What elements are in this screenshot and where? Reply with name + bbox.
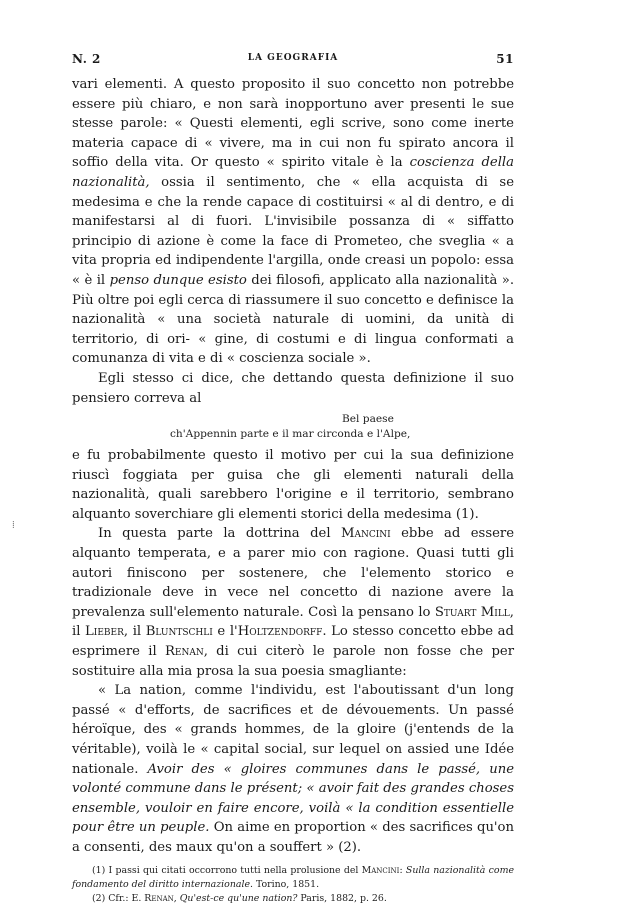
paragraph-5-quote: « La nation, comme l'individu, est l'aboutissant d'un long passé « d'efforts, de sacrifices et de dévouements. Un passé héroïque, des « grands hommes, de la gloire (j'entends de la véritable), voilà le « capital social, sur lequel on assied une Idée nationale. Avoir des « gloires communes dans le passé, une volonté commune dans le présent; « avoir fait des grandes choses ensemble, vouloir en faire encore, voilà « la condition essentielle pour être un peuple. On aime en proportion « des sacrifices qu'on a consenti, des maux qu'on a souffert » (2). bbox=[72, 683, 514, 855]
verse-line-2: ch'Appennin parte e il mar circonda e l'Alpe, bbox=[170, 428, 411, 441]
footnote-2: (2) Cfr.: E. Renan, Qu'est-ce qu'une nation? Paris, 1882, p. 26. bbox=[92, 892, 387, 904]
running-header bbox=[72, 52, 514, 72]
paragraph-1: vari elementi. A questo proposito il suo concetto non potrebbe essere più chiaro, e non sarà inopportuno aver presenti le sue stesse parole: « Questi elementi, egli scrive, sono come inerte materia capace di « vivere, ma in cui non fu spirato ancora il soffio della vita. Or questo « spirito vitale è la coscienza della nazionalità, ossia il sentimento, che « ella acquista di se medesima e che la rende capace di costituirsi « al di dentro, e di manifestarsi al di fuori. L'invisibile possanza di « siffatto principio di azione è come la face di Prometeo, che sveglia « a vita propria ed indipendente l'argilla, onde creasi un popolo: essa « è il penso dunque esisto dei filosofi, applicato alla nazionalità ». Più oltre poi egli cerca di riassumere il suo concetto e definisce la nazionalità « una società naturale di uomini, da unità di territorio, di ori- « gine, di costumi e di lingua conformati a comunanza di vita e di « coscienza sociale ». bbox=[72, 77, 515, 367]
page-number: 51 bbox=[496, 52, 514, 66]
author-name: Holtzendorff bbox=[237, 624, 323, 640]
paragraph-2: Egli stesso ci dice, che dettando questa definizione il suo pensiero correva al bbox=[72, 370, 514, 406]
author-name: Bluntschli bbox=[145, 624, 213, 640]
issue-number: N. 2 bbox=[72, 52, 101, 66]
margin-marks: ⁞ bbox=[12, 520, 15, 531]
verse-line-1: Bel paese bbox=[342, 413, 394, 426]
author-name: Renan bbox=[164, 644, 204, 660]
author-name: Lieber bbox=[85, 624, 124, 640]
paragraph-4: In questa parte la dottrina del Mancini ebbe ad essere alquanto temperata, e a parer mio con ragione. Quasi tutti gli autori finiscono per sostenere, che l'elemento storico e tradizionale deve in vece nel concetto di nazione avere la prevalenza sull'elemento naturale. Così la pensano lo Stuart Mill, il Lieber, il Bluntschli e l'Holtzendorff. Lo stesso concetto ebbe ad esprimere il Renan, di cui citerò le parole non fosse che per sostituire alla mia prosa la sua poesia smagliante: bbox=[72, 526, 515, 679]
journal-title: LA GEOGRAFIA bbox=[247, 53, 339, 63]
author-name: Mancini bbox=[340, 526, 391, 542]
body-text bbox=[72, 75, 514, 906]
footnotes bbox=[72, 864, 514, 906]
verse-quote bbox=[72, 412, 514, 442]
paragraph-3: e fu probabilmente questo il motivo per cui la sua definizione riuscì foggiata per guisa che gli elementi naturali della nazionalità, quali sarebbero l'origine e il territorio, sembrano alquanto soverchiare gli elementi storici della medesima (1). bbox=[72, 448, 514, 522]
author-name: Stuart Mill bbox=[434, 604, 510, 620]
footnote-1: (1) I passi qui citati occorrono tutti nella prolusione del Mancini: Sulla nazionalità come fondamento del diritto internazionale. Torino, 1851. bbox=[72, 864, 515, 890]
